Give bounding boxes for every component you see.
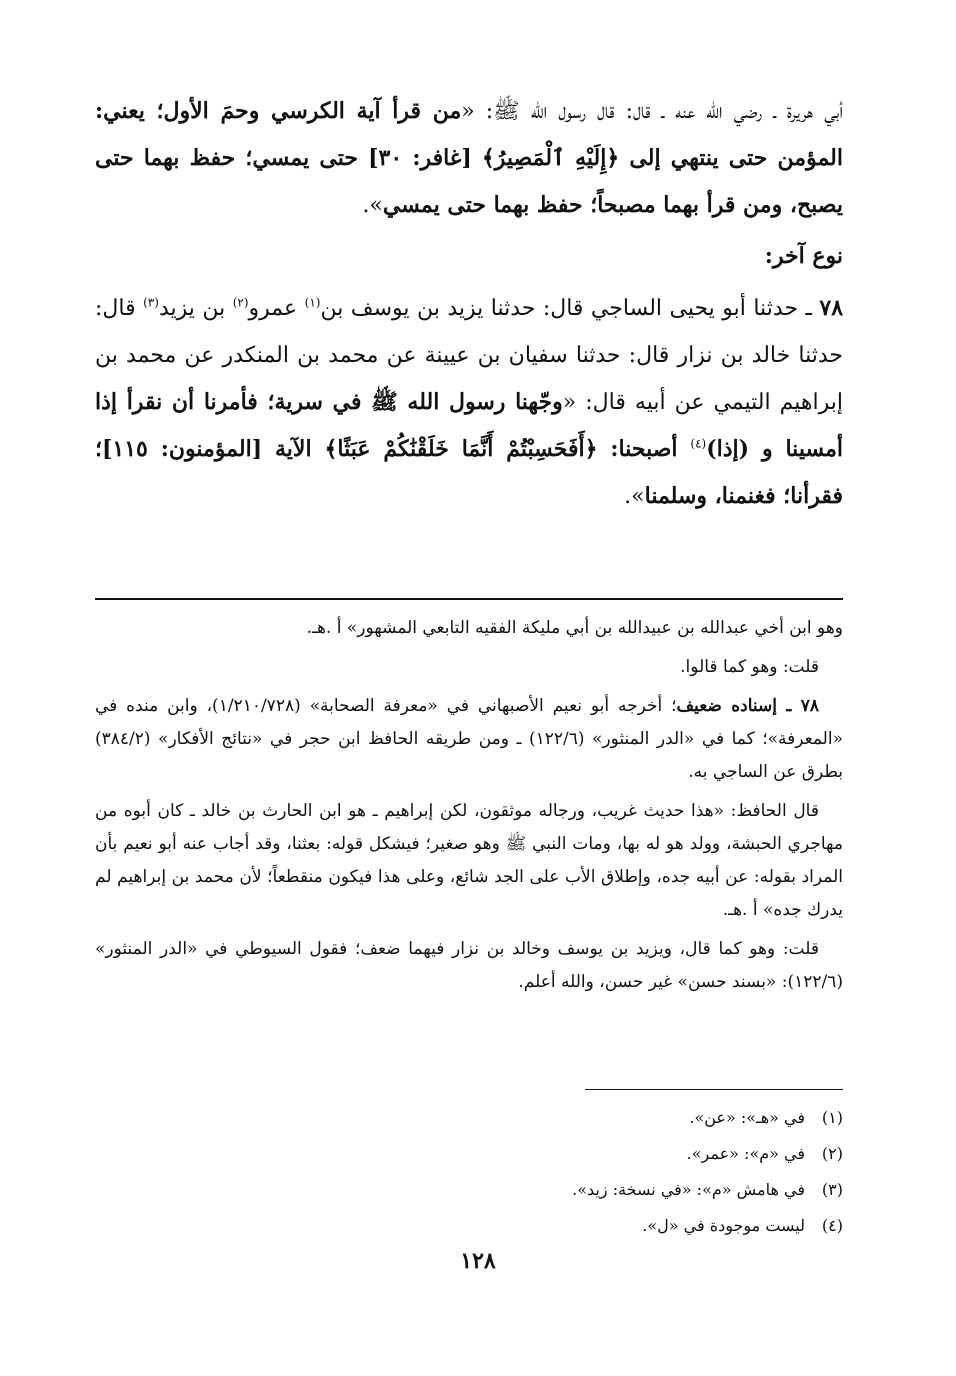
footnote: (٤) ليست موجودة في «ل». (642, 1216, 843, 1235)
footnotes (95, 1100, 843, 1244)
main-divider (95, 598, 843, 600)
main-text (95, 88, 843, 520)
footnote: (٢) في «م»: «عمر». (686, 1144, 843, 1163)
commentary-line: وهو ابن أخي عبدالله بن عبيدالله بن أبي مليكة الفقيه التابعي المشهور» أ .هـ. (306, 618, 843, 638)
commentary (95, 612, 843, 1005)
commentary-line: قلت: وهو كما قالوا. (680, 657, 819, 677)
footnote: (١) في «هـ»: «عن». (689, 1108, 843, 1127)
page-number: ١٢٨ (460, 1248, 496, 1274)
footnote-ref-4[interactable]: (٤) (690, 436, 707, 451)
footnote-ref-3[interactable]: (٣) (143, 295, 159, 310)
commentary-line: قال الحافظ: «هذا حديث غريب، ورجاله موثقون، لكن إبراهيم ـ هو ابن الحارث بن خالد ـ كان أبوه من مهاجري الحبشة، وولد هو له بها، ومات النبي ﷺ وهو صغير؛ فيشكل قوله: بعثنا، وقد أجاب عنه أبو نعيم بأن المراد بقوله: عن أبيه جده، وإطلاق الأب على الجد شائع، وعلى هذا فيكون منقطعاً؛ لأن محمد بن إبراهيم لم يدرك جده» أ .هـ. (95, 801, 843, 920)
hadith-text: أصبحنا: ﴿أَفَحَسِبْتُمْ أَنَّمَا خَلَقْنَٰكُمْ عَبَثًا﴾ الآية [المؤمنون: ١١٥]؛ فقرأنا؛ فغنمنا، وسلمنا (95, 436, 843, 509)
commentary-grading: ٧٨ ـ إسناده ضعيف؛ أخرجه أبو نعيم الأصبهاني في «معرفة الصحابة» (١/٢١٠/٧٢٨)، وابن منده في «المعرفة»؛ كما في «الدر المنثور» (١٢٢/٦) ـ ومن طريقه الحافظ ابن حجر في «نتائج الأفكار» (٣٨٤/٢) بطرق عن الساجي به. (95, 696, 843, 782)
commentary-line: قلت: وهو كما قال، ويزيد بن يوسف وخالد بن نزار فيهما ضعف؛ فقول السيوطي في «الدر المنثور» (١٢٢/٦): «بسند حسن» غير حسن، والله أعلم. (95, 939, 843, 992)
section-heading: نوع آخر: (764, 243, 843, 269)
hadith-number: ٧٨ (819, 295, 844, 321)
footnote-ref-2[interactable]: (٢) (232, 295, 249, 310)
footnote: (٣) في هامش «م»: «في نسخة: زيد». (572, 1180, 843, 1199)
hadith-text: من قرأ آية الكرسي وحمَ الأول؛ يعني: المؤمن حتى ينتهي إلى ﴿إِلَيْهِ ٱلْمَصِيرُ﴾ [غافر: ٣٠] حتى يمسي؛ حفظ بهما حتى يصبح، ومن قرأ بهما مصبحاً؛ حفظ بهما حتى يمسي (95, 98, 843, 218)
paragraph-78: ٧٨ ـ حدثنا أبو يحيى الساجي قال: حدثنا يزيد بن يوسف بن$^{(١)}$ عمرو$^{(٢)}$ بن يزيد$^{(٣)}$ قال: حدثنا خالد بن نزار قال: حدثنا سفيان بن عيينة عن محمد بن المنكدر عن محمد بن إبراهيم التيمي عن أبيه قال: «وجّهنا رسول الله ﷺ في سرية؛ فأمرنا أن نقرأ إذا أمسينا و (إذا)$^{(٤)}$ أصبحنا: ﴿أَفَحَسِبْتُمْ أَنَّمَا خَلَقْنَٰكُمْ عَبَثًا﴾ الآية [المؤمنون: ١١٥]؛ فقرأنا؛ فغنمنا، وسلمنا». (95, 295, 844, 509)
paragraph-1: أبي هريرة ـ رضي الله عنه ـ قال: قال رسول الله ﷺ: «من قرأ آية الكرسي وحمَ الأول؛ يعني: المؤمن حتى ينتهي إلى ﴿إِلَيْهِ ٱلْمَصِيرُ﴾ [غافر: ٣٠] حتى يمسي؛ حفظ بهما حتى يصبح، ومن قرأ بهما مصبحاً؛ حفظ بهما حتى يمسي». (95, 98, 843, 218)
hadith-text: وجّهنا رسول الله ﷺ في سرية؛ فأمرنا أن نقرأ إذا أمسينا و (إذا) (95, 389, 843, 462)
footnote-ref-1[interactable]: (١) (304, 295, 321, 310)
footnote-divider (585, 1089, 843, 1090)
